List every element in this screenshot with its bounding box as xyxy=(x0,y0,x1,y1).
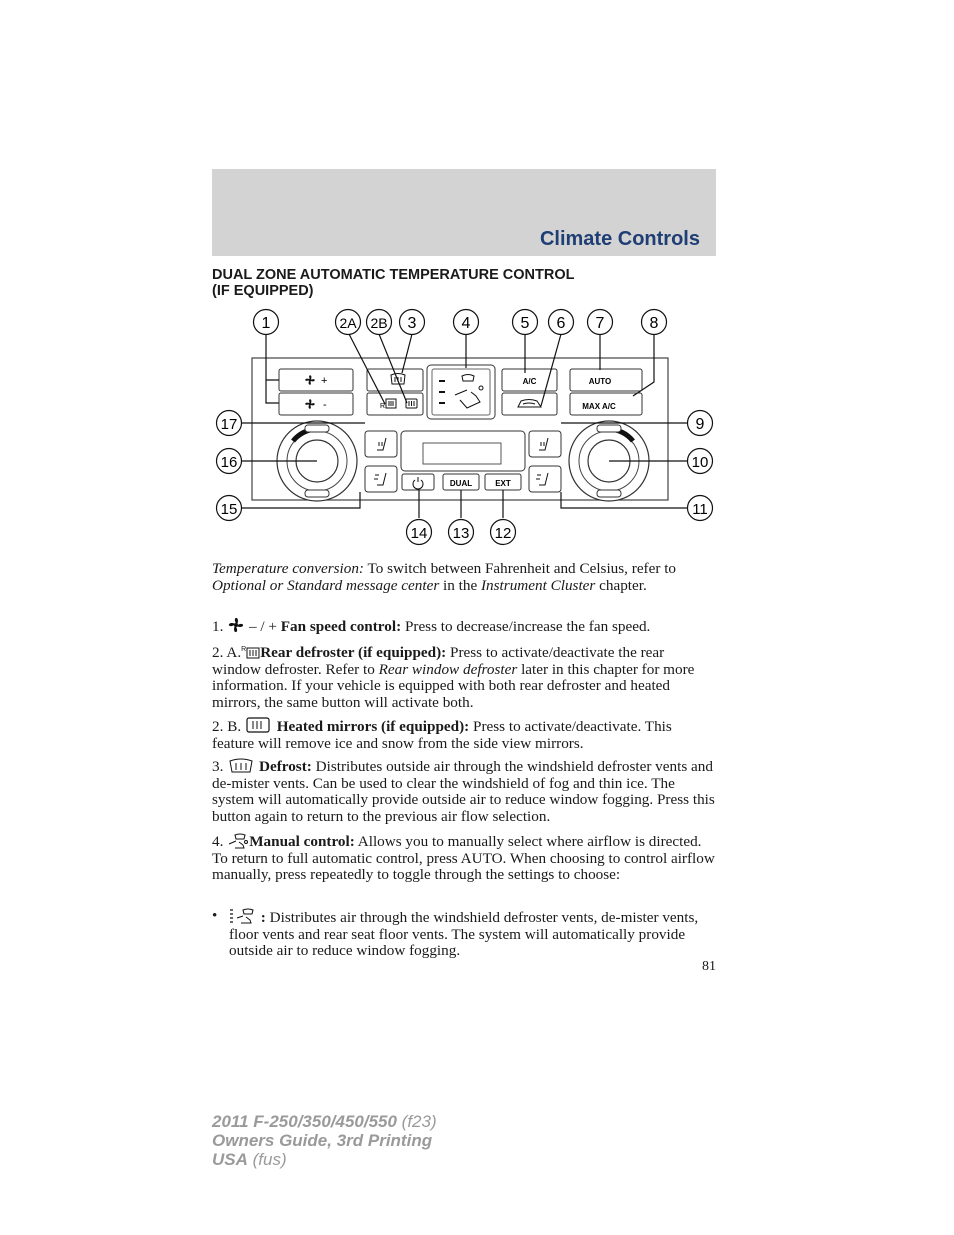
svg-text:7: 7 xyxy=(595,315,605,332)
footer xyxy=(212,1112,437,1169)
callout-2b xyxy=(367,310,392,335)
callout-15 xyxy=(217,496,242,521)
heated-mirrors-title: Heated mirrors (if equipped): xyxy=(276,718,470,735)
ac-label: A/C xyxy=(522,377,537,386)
chapter-title: Climate Controls xyxy=(539,228,700,250)
svg-text:16: 16 xyxy=(220,454,238,471)
callout-5 xyxy=(513,310,538,335)
svg-text:2B: 2B xyxy=(370,315,388,331)
svg-text:4: 4 xyxy=(461,315,471,332)
list-item: • : Distributes air through the windshield defroster vents, de-mister vents, floor vents and rear seat floor vents. The system will automatically provide outside air to reduce window fogging. xyxy=(212,907,699,959)
callout-9 xyxy=(688,411,713,436)
callout-4 xyxy=(454,310,479,335)
callout-16 xyxy=(217,449,242,474)
recirculation-button[interactable] xyxy=(502,393,557,415)
footer-line3: USA (fus) xyxy=(212,1150,287,1169)
windshield-defrost-icon xyxy=(227,758,255,774)
fan-plus-button[interactable] xyxy=(279,369,353,391)
svg-text:3: 3 xyxy=(407,315,417,332)
defrost-floor-airflow-icon xyxy=(229,908,257,925)
footer-line1: 2011 F-250/350/450/550 (f23) xyxy=(212,1112,437,1131)
manual-airflow-icon xyxy=(227,833,249,849)
callout-7 xyxy=(588,310,613,335)
rear-window-defroster-ref: Rear window defroster xyxy=(378,660,518,678)
lcd-display xyxy=(423,443,501,464)
item-manual-control: 4. Manual control: Allows you to manually select where airflow is directed. To return to full automatic control, press AUTO. When choosing to control airflow manually, press repeatedly to toggle through the settings to choose: xyxy=(212,833,715,883)
svg-text:11: 11 xyxy=(692,501,708,518)
fan-speed-title: Fan speed control: xyxy=(280,618,402,635)
fan-plus-label: + xyxy=(321,375,328,387)
callout-11 xyxy=(688,496,713,521)
svg-text:8: 8 xyxy=(649,315,659,332)
rear-defrost-mirror-button[interactable] xyxy=(367,393,423,415)
callout-10 xyxy=(688,449,713,474)
max-ac-label: MAX A/C xyxy=(582,402,616,411)
dual-label: DUAL xyxy=(449,479,473,488)
temperature-conversion-paragraph: Temperature conversion: To switch between Fahrenheit and Celsius, refer to Optional or Standard message center in the Instrument Cluster chapter. xyxy=(212,560,677,594)
svg-text:14: 14 xyxy=(410,525,428,542)
callout-17 xyxy=(217,411,242,436)
fan-minus-button[interactable] xyxy=(279,393,353,415)
svg-text:2A: 2A xyxy=(339,315,357,331)
control-panel-diagram xyxy=(205,300,725,550)
footer-line2: Owners Guide, 3rd Printing xyxy=(212,1131,433,1150)
fan-icon xyxy=(227,616,245,634)
fan-minus-label: - xyxy=(323,399,327,411)
callout-14 xyxy=(407,520,432,545)
callout-3 xyxy=(400,310,425,335)
page-number: 81 xyxy=(702,959,716,974)
svg-text:5: 5 xyxy=(520,315,530,332)
rear-defroster-title: Rear defroster (if equipped): xyxy=(260,644,447,661)
auto-label: AUTO xyxy=(588,377,612,386)
intro-label: Temperature conversion: xyxy=(212,560,364,577)
section-heading-line1: DUAL ZONE AUTOMATIC TEMPERATURE CONTROL xyxy=(212,267,575,283)
ext-label: EXT xyxy=(495,479,511,488)
callout-13 xyxy=(449,520,474,545)
intro-ref-message-center: Optional or Standard message center xyxy=(212,576,440,594)
callout-6 xyxy=(549,310,574,335)
right-cooled-seat-button[interactable] xyxy=(529,466,561,492)
header-band xyxy=(212,169,716,256)
svg-text:10: 10 xyxy=(691,454,709,471)
item-heated-mirrors: 2. B. Heated mirrors (if equipped): Press to activate/deactivate. This feature will remove ice and snow from the side view mirrors. xyxy=(212,718,672,752)
defrost-title: Defrost: xyxy=(258,758,312,775)
manual-control-title: Manual control: xyxy=(249,833,355,850)
svg-text:13: 13 xyxy=(452,525,470,542)
right-heated-seat-button[interactable] xyxy=(529,431,561,457)
callout-8 xyxy=(642,310,667,335)
left-heated-seat-button[interactable] xyxy=(365,431,397,457)
section-heading-line2: (IF EQUIPPED) xyxy=(212,282,314,299)
section-heading xyxy=(212,268,712,299)
callout-2a xyxy=(336,310,361,335)
item-defrost: 3. Defrost: Distributes outside air through the windshield defroster vents and de-mister vents. Can be used to clear the windshield of fog and thin ice. The system will automatically provide outside air to reduce window fogging. Press this button again to return to the previous air flow selection. xyxy=(212,758,715,825)
svg-text:17: 17 xyxy=(220,416,238,433)
item-fan-speed: 1. – / + Fan speed control: Press to decrease/increase the fan speed. xyxy=(212,618,651,635)
item-rear-defroster: 2. A.$^R$ Rear defroster (if equipped): Press to activate/deactivate the rear window defroster. Refer to Rear window defroster later in this chapter for more information. If your vehicle is equipped with both rear defroster and heated mirrors, the same button will activate both. xyxy=(212,644,695,711)
svg-text:9: 9 xyxy=(695,416,705,433)
callout-12 xyxy=(491,520,516,545)
rear-defrost-icon xyxy=(246,646,260,660)
svg-text:15: 15 xyxy=(220,501,238,518)
svg-text:6: 6 xyxy=(556,315,566,332)
svg-text:1: 1 xyxy=(261,315,271,332)
intro-ref-instrument-cluster: Instrument Cluster xyxy=(481,576,596,594)
svg-text:12: 12 xyxy=(494,525,512,542)
callout-1 xyxy=(254,310,279,335)
left-cooled-seat-button[interactable] xyxy=(365,466,397,492)
rear-r-label: R xyxy=(380,403,386,410)
heated-mirror-icon xyxy=(245,716,273,734)
